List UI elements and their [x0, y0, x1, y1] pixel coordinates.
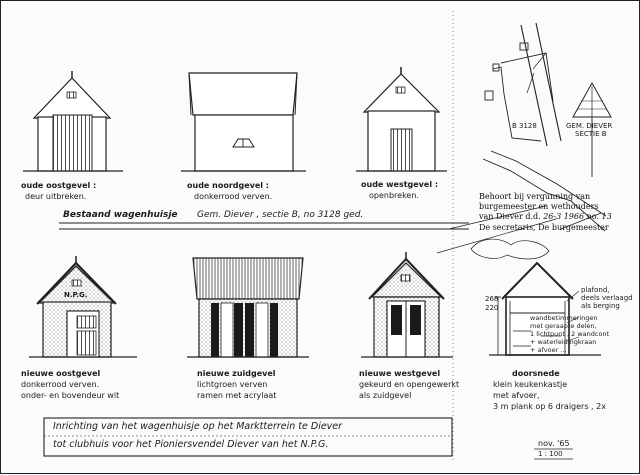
new-west-elevation-note-2: als zuidgevel [359, 391, 412, 400]
old-west-elevation-label: oude westgevel : [361, 180, 439, 189]
cross-section-note-2: met afvoer, [493, 391, 540, 400]
old-east-elevation-label: oude oostgevel : [21, 181, 97, 190]
cross-section-note-1: klein keukenkastje [493, 380, 568, 389]
section-note-7: + waterleidingkraan [530, 338, 597, 346]
section-note-1: plafond, [581, 286, 610, 294]
parcel-number: B 3128 [512, 122, 537, 130]
section-wall-dim: 220 [485, 304, 499, 312]
old-west-elevation-note: openbreken. [369, 191, 419, 200]
npg-sign: N.P.G. [64, 291, 88, 299]
existing-title-bar [59, 223, 469, 229]
site-plan-municipality: GEM. DIEVER [566, 122, 613, 130]
drawing-scale: 1 : 100 [538, 450, 563, 458]
old-east-elevation-note: deur uitbreken. [25, 192, 87, 201]
stamp-number: 13 [601, 212, 612, 221]
old-north-elevation-note: donkerrood verven. [194, 192, 273, 201]
old-north-elevation [181, 73, 306, 171]
stamp-no-prefix: no. [586, 212, 599, 221]
new-east-elevation-note-2: onder- en bovendeur wit [21, 391, 120, 400]
new-west-elevation-note-1: gekeurd en opengewerkt [359, 380, 460, 389]
section-note-5: met geraapte delen, [530, 322, 597, 330]
stamp-prefix: van Diever d.d. [479, 212, 541, 221]
new-south-elevation-label: nieuwe zuidgevel [197, 369, 276, 378]
section-height-dim: 268 [485, 295, 499, 303]
new-south-elevation-note-2: ramen met acrylaat [197, 391, 277, 400]
stamp-mayor: De burgemeester [538, 223, 609, 232]
cross-section-note-3: 3 m plank op 6 draigers , 2x [493, 402, 606, 411]
section-note-8: + afvoer ... [530, 346, 567, 354]
old-north-elevation-label: oude noordgevel : [187, 181, 270, 190]
old-west-elevation [356, 67, 447, 171]
new-east-elevation-label: nieuwe oostgevel [21, 369, 101, 378]
stamp-line-1: Behoort bij vergunning van [479, 192, 591, 201]
existing-title: Bestaand wagenhuisje [63, 210, 178, 220]
section-note-6: 1 lichtpunt , 2 wandcont [530, 330, 610, 338]
new-east-elevation [29, 256, 137, 357]
new-west-elevation-label: nieuwe westgevel [359, 369, 441, 378]
old-east-elevation [23, 71, 123, 171]
cadastral-reference: Gem. Diever , sectie B, no 3128 ged. [197, 210, 364, 220]
cross-section-label: doorsnede [512, 369, 560, 378]
stamp-secretary: De secretaris, [479, 223, 536, 232]
new-south-elevation [187, 258, 309, 357]
stamp-date: 26-3 1966 [543, 212, 585, 221]
section-note-4: wandbetimmeringen [530, 314, 598, 322]
drawing-date: nov. '65 [538, 439, 570, 448]
stamp-line-3 [479, 212, 612, 222]
new-south-elevation-note-1: lichtgroen verven [197, 380, 268, 389]
new-east-elevation-note-1: donkerrood verven. [21, 380, 100, 389]
project-title-line-2: tot clubhuis voor het Pioniersvendel Diever van het N.P.G. [53, 439, 329, 450]
section-note-3: als berging [581, 302, 620, 310]
new-west-elevation [361, 252, 453, 357]
project-title-line-1: Inrichting van het wagenhuisje op het Marktterrein te Diever [53, 421, 343, 432]
stamp-line-2: burgemeester en wethouders [479, 202, 599, 211]
site-plan-section: SECTIE B [575, 130, 607, 138]
stamp-line-4 [479, 223, 609, 233]
section-note-2: deels verlaagd [581, 294, 633, 302]
